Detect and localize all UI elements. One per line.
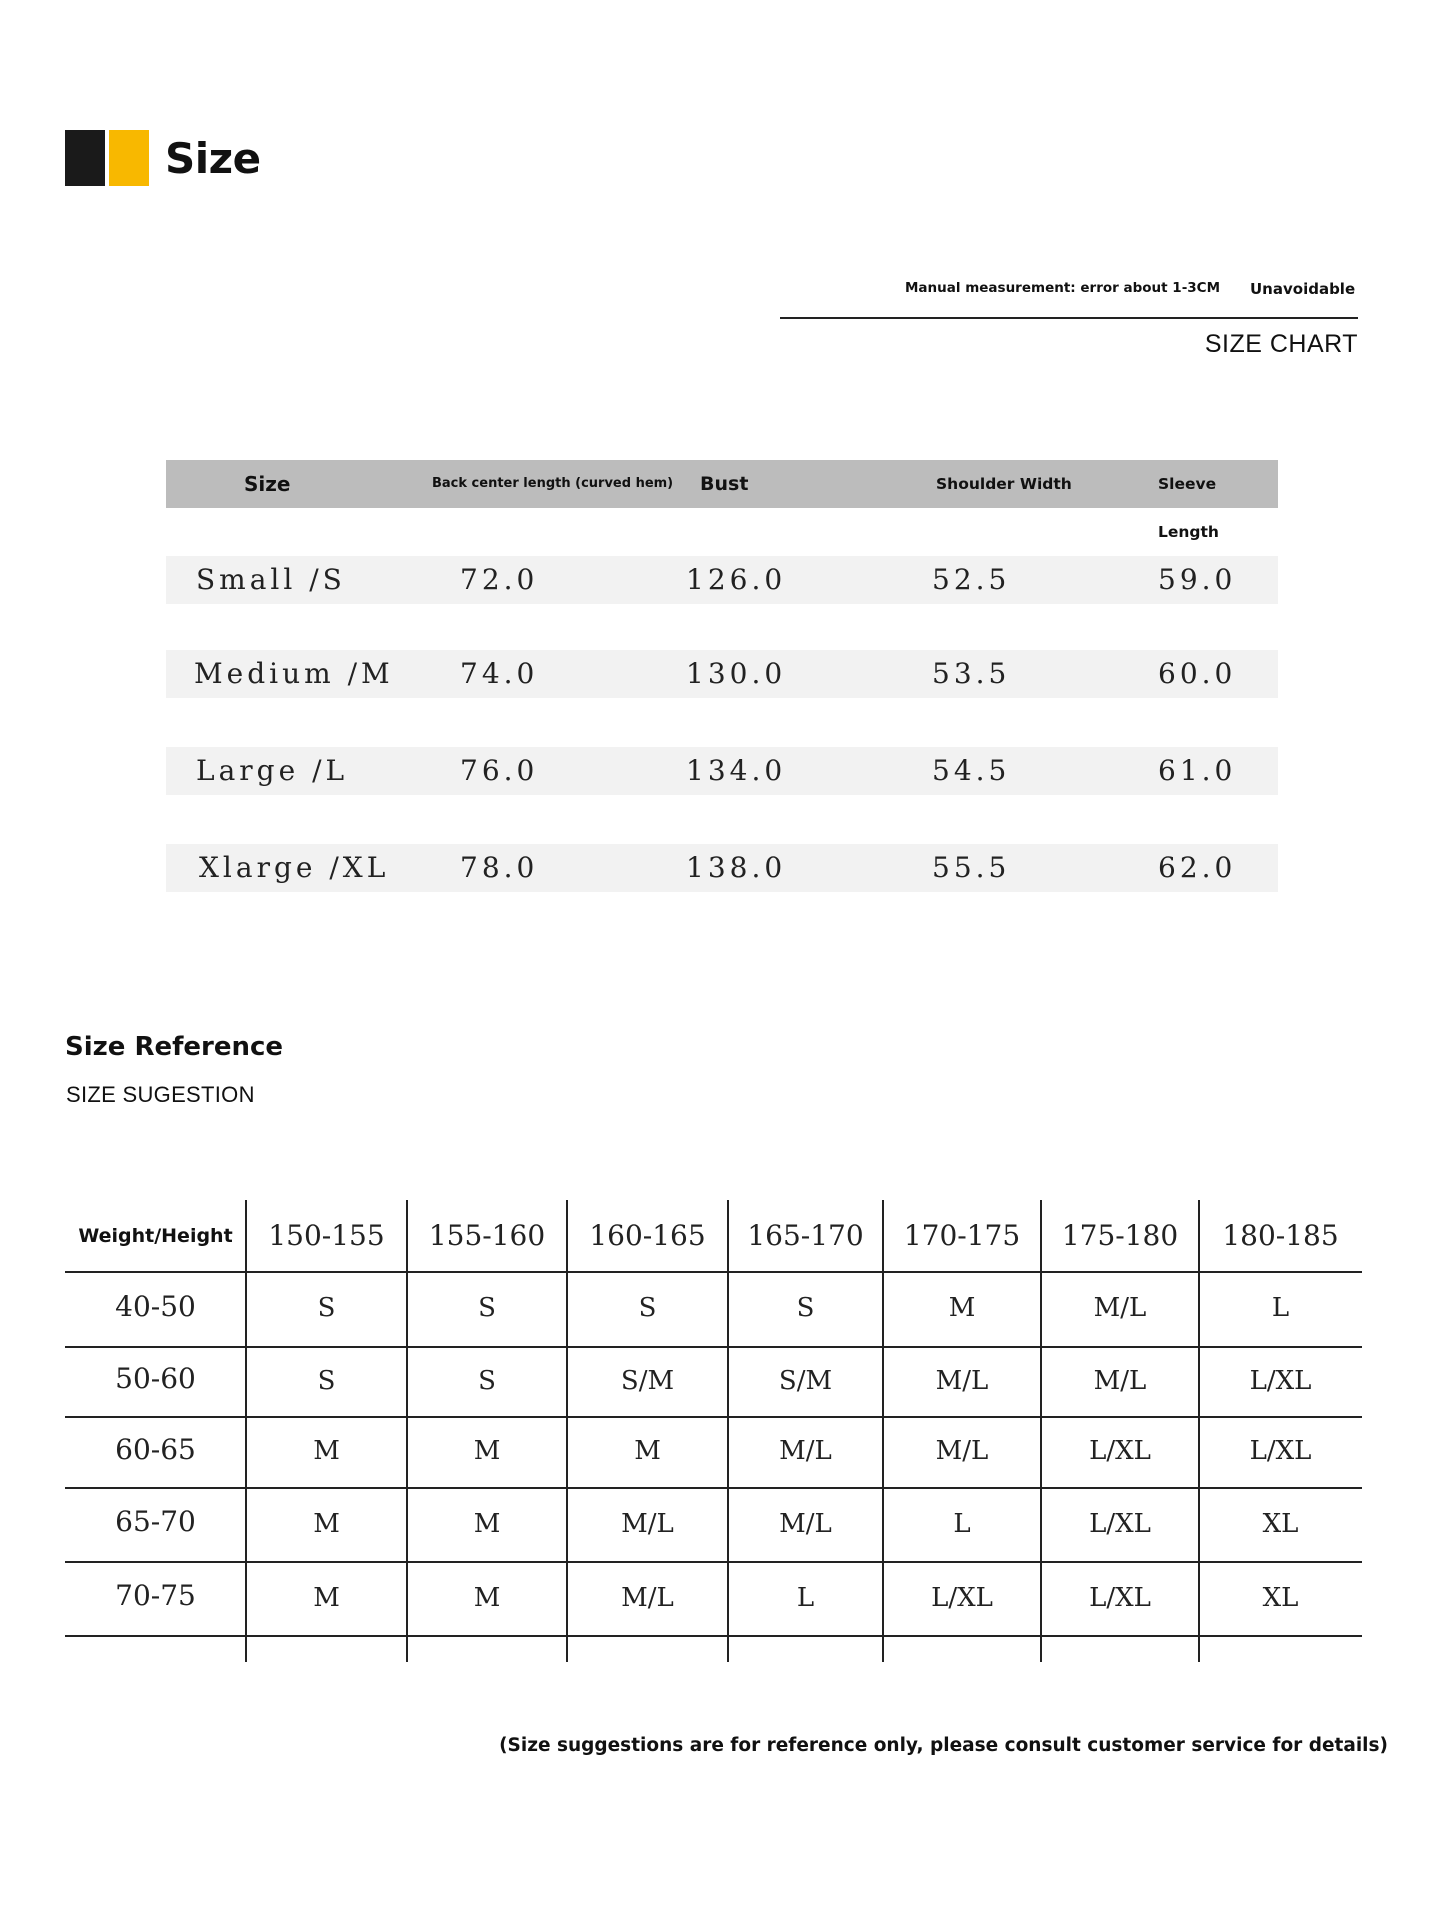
size-suggestion-cell: M bbox=[634, 1436, 661, 1466]
footnote: (Size suggestions are for reference only, please consult customer service for details) bbox=[499, 1735, 1388, 1756]
size-reference-table bbox=[65, 1200, 1362, 1662]
size-suggestion-cell: S bbox=[478, 1366, 496, 1396]
weight-header: 70-75 bbox=[115, 1579, 196, 1612]
size-suggestion-cell: L bbox=[1271, 1293, 1290, 1323]
weight-header: 65-70 bbox=[115, 1505, 196, 1538]
size-suggestion-cell: M/L bbox=[1093, 1293, 1147, 1323]
size-chart-table bbox=[166, 460, 1278, 884]
size-suggestion-cell: L bbox=[796, 1583, 815, 1613]
size-cell: Xlarge /XL bbox=[199, 851, 390, 884]
header-size: Size bbox=[244, 472, 291, 496]
size-suggestion-cell: S/M bbox=[778, 1366, 833, 1396]
unavoidable-note: Unavoidable bbox=[1250, 280, 1356, 298]
header-shoulder-width: Shoulder Width bbox=[936, 475, 1072, 493]
size-suggestion-cell: S/M bbox=[620, 1366, 675, 1396]
sleeve-cell: 60.0 bbox=[1158, 657, 1237, 690]
table-row bbox=[166, 650, 1278, 698]
size-suggestion-cell: M/L bbox=[779, 1436, 832, 1466]
size-suggestion-cell: S bbox=[317, 1366, 336, 1396]
back-length-cell: 76.0 bbox=[460, 754, 539, 787]
weight-header: 60-65 bbox=[115, 1433, 196, 1466]
size-chart-header bbox=[166, 460, 1278, 541]
height-header: 165-170 bbox=[747, 1219, 864, 1252]
size-suggestion-cell: M bbox=[313, 1509, 340, 1539]
size-cell: Large /L bbox=[196, 754, 349, 787]
size-suggestion-cell: L/XL bbox=[1089, 1436, 1151, 1466]
size-suggestion-cell: S bbox=[317, 1293, 336, 1323]
shoulder-cell: 53.5 bbox=[932, 657, 1011, 690]
shoulder-cell: 54.5 bbox=[932, 754, 1011, 787]
back-length-cell: 72.0 bbox=[460, 563, 539, 596]
shoulder-cell: 52.5 bbox=[932, 563, 1011, 596]
sleeve-cell: 62.0 bbox=[1158, 851, 1237, 884]
size-suggestion-cell: L/XL bbox=[1089, 1509, 1151, 1539]
header-back-length: Back center length (curved hem) bbox=[432, 476, 674, 491]
size-suggestion-cell: S bbox=[478, 1293, 496, 1323]
sleeve-cell: 59.0 bbox=[1158, 563, 1237, 596]
table-row bbox=[166, 844, 1278, 892]
height-header: 175-180 bbox=[1061, 1219, 1179, 1252]
size-suggestion-cell: S bbox=[796, 1293, 815, 1323]
size-suggestion-cell: L/XL bbox=[931, 1583, 993, 1613]
size-suggestion-cell: M/L bbox=[1093, 1366, 1147, 1396]
size-reference-title: Size Reference bbox=[65, 1032, 284, 1062]
measurement-note: Manual measurement: error about 1-3CM bbox=[905, 280, 1221, 296]
size-suggestion-cell: M bbox=[473, 1509, 501, 1539]
size-suggestion-cell: M bbox=[313, 1436, 340, 1466]
table-row bbox=[166, 556, 1278, 604]
header-sleeve-length: Sleeve Length bbox=[1158, 475, 1219, 541]
size-suggestion-cell: L/XL bbox=[1249, 1436, 1312, 1466]
size-suggestion-cell: M/L bbox=[621, 1583, 674, 1613]
size-suggestion-cell: M bbox=[473, 1436, 501, 1466]
yellow-square-icon bbox=[109, 130, 149, 186]
measurement-note-row bbox=[780, 280, 1360, 302]
size-cell: Small /S bbox=[196, 563, 346, 596]
height-header: 160-165 bbox=[589, 1219, 706, 1252]
bust-cell: 134.0 bbox=[686, 754, 787, 787]
size-suggestion-cell: XL bbox=[1262, 1583, 1299, 1613]
size-cell: Medium /M bbox=[194, 657, 394, 690]
page-title: Size bbox=[165, 133, 261, 183]
bust-cell: 138.0 bbox=[686, 851, 787, 884]
black-square-icon bbox=[65, 130, 105, 186]
size-suggestion-cell: M/L bbox=[621, 1509, 674, 1539]
size-suggestion-subtitle: SIZE SUGESTION bbox=[66, 1082, 255, 1107]
table-row bbox=[166, 747, 1278, 795]
size-suggestion-cell: L/XL bbox=[1089, 1583, 1151, 1613]
size-chart-label: SIZE CHART bbox=[1204, 330, 1358, 358]
size-suggestion-cell: M bbox=[948, 1293, 976, 1323]
sleeve-cell: 61.0 bbox=[1158, 754, 1237, 787]
bust-cell: 130.0 bbox=[686, 657, 787, 690]
header-bust: Bust bbox=[700, 473, 749, 495]
size-suggestion-cell: M bbox=[313, 1583, 340, 1613]
size-suggestion-cell: M/L bbox=[935, 1436, 989, 1466]
height-header: 155-160 bbox=[428, 1219, 546, 1252]
height-header: 180-185 bbox=[1222, 1219, 1339, 1252]
height-header: 150-155 bbox=[268, 1219, 385, 1252]
size-suggestion-cell: M bbox=[473, 1583, 501, 1613]
back-length-cell: 74.0 bbox=[460, 657, 539, 690]
page-header bbox=[65, 130, 261, 186]
height-header: 170-175 bbox=[903, 1219, 1021, 1252]
shoulder-cell: 55.5 bbox=[932, 851, 1011, 884]
weight-height-header: Weight/Height bbox=[78, 1225, 233, 1247]
size-suggestion-cell: L/XL bbox=[1249, 1366, 1312, 1396]
size-suggestion-cell: M/L bbox=[779, 1509, 832, 1539]
back-length-cell: 78.0 bbox=[460, 851, 539, 884]
weight-header: 50-60 bbox=[115, 1362, 196, 1395]
size-suggestion-cell: XL bbox=[1262, 1509, 1299, 1539]
bust-cell: 126.0 bbox=[686, 563, 787, 596]
weight-header: 40-50 bbox=[115, 1290, 196, 1323]
size-suggestion-cell: M/L bbox=[935, 1366, 989, 1396]
divider bbox=[780, 317, 1358, 319]
size-suggestion-cell: S bbox=[638, 1293, 657, 1323]
size-suggestion-cell: L bbox=[953, 1509, 971, 1539]
